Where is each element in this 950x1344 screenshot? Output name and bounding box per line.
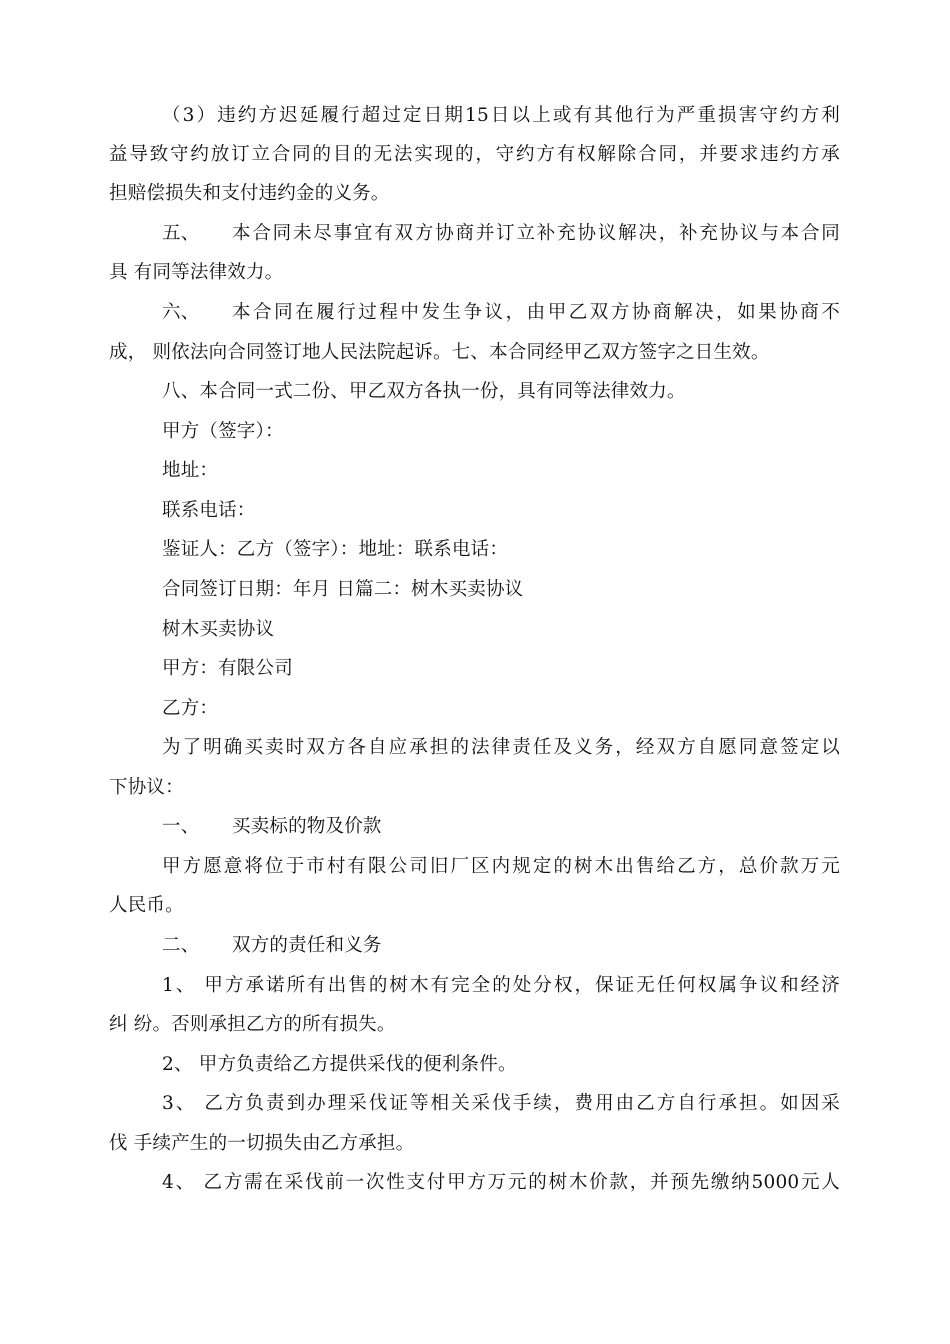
paragraph-line: 八、本合同一式二份、甲乙双方各执一份，具有同等法律效力。	[162, 381, 686, 402]
paragraph-line: 下协议：	[109, 777, 184, 798]
paragraph-line: 伐 手续产生的一切损失由乙方承担。	[109, 1133, 415, 1154]
document-title: 树木买卖协议	[162, 619, 275, 640]
paragraph-line: 成， 则依法向合同签订地人民法院起诉。七、本合同经甲乙双方签字之日生效。	[109, 342, 770, 363]
paragraph-line: 本合同未尽事宜有双方协商并订立补充协议解决，补充协议与本合同	[232, 223, 840, 244]
paragraph-line: 担赔偿损失和支付违约金的义务。	[109, 183, 390, 204]
section-number: 二、	[162, 935, 200, 956]
paragraph-line: 4、 乙方需在采伐前一次性支付甲方万元的树木价款，并预先缴纳5000元人	[162, 1172, 840, 1193]
section-number: 六、	[162, 302, 200, 323]
address-field-label: 地址：	[162, 460, 219, 481]
signature-field-label: 甲方（签字）：	[162, 421, 284, 442]
section-heading: 双方的责任和义务	[232, 935, 382, 956]
paragraph-line: 2、 甲方负责给乙方提供采伐的便利条件。	[162, 1054, 517, 1075]
paragraph-line: 纠 纷。否则承担乙方的所有损失。	[109, 1014, 396, 1035]
paragraph-line: 1、 甲方承诺所有出售的树木有完全的处分权，保证无任何权属争议和经济	[162, 975, 840, 996]
paragraph-line: 3、 乙方负责到办理采伐证等相关采伐手续，费用由乙方自行承担。如因采	[162, 1093, 840, 1114]
paragraph-line: 人民币。	[109, 895, 184, 916]
section-number: 一、	[162, 816, 200, 837]
paragraph-line: 益导致守约放订立合同的目的无法实现的，守约方有权解除合同，并要求违约方承	[109, 144, 840, 165]
paragraph-line: （3）违约方迟延履行超过定日期15日以上或有其他行为严重损害守约方利	[162, 105, 840, 126]
paragraph-line: 本合同在履行过程中发生争议，由甲乙双方协商解决，如果协商不	[232, 302, 840, 323]
party-a-label: 甲方：有限公司	[162, 658, 293, 679]
paragraph-line: 甲方愿意将位于市村有限公司旧厂区内规定的树木出售给乙方，总价款万元	[162, 856, 840, 877]
section-number: 五、	[162, 223, 200, 244]
phone-field-label: 联系电话：	[162, 500, 256, 521]
date-field-label: 合同签订日期：年月 日篇二：树木买卖协议	[162, 579, 524, 600]
party-b-label: 乙方：	[162, 698, 219, 719]
section-heading: 买卖标的物及价款	[232, 816, 382, 837]
paragraph-line: 为了明确买卖时双方各自应承担的法律责任及义务，经双方自愿同意签定以	[162, 737, 840, 758]
paragraph-line: 具 有同等法律效力。	[109, 262, 284, 283]
witness-field-label: 鉴证人：乙方（签字）：地址：联系电话：	[162, 539, 509, 560]
